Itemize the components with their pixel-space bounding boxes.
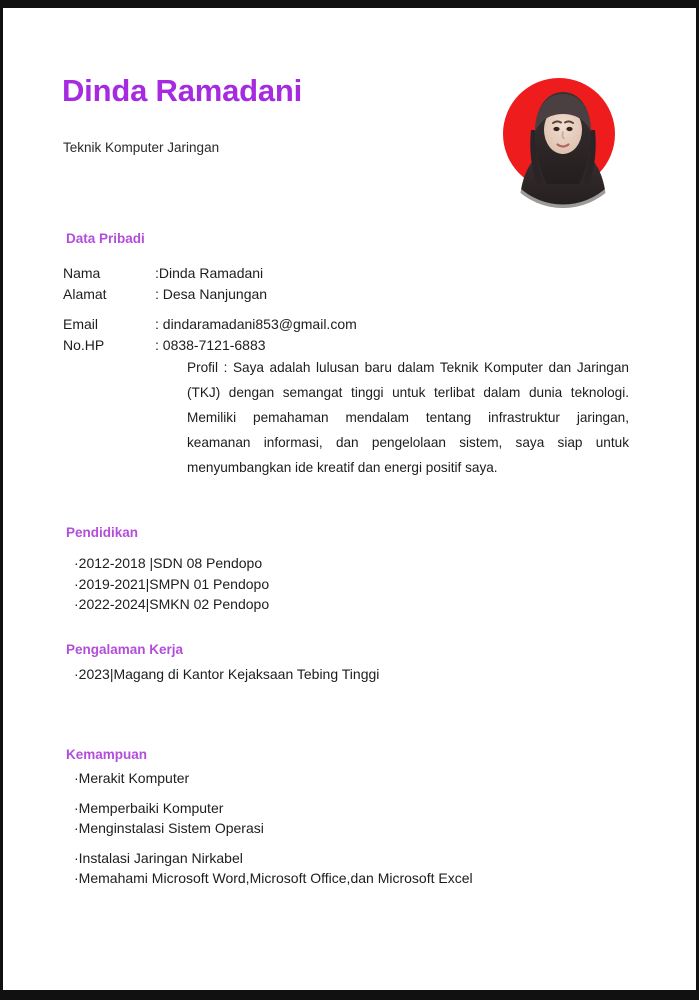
profile-summary-text — [187, 355, 629, 480]
list-item — [74, 594, 269, 615]
skill-item-text: Instalasi Jaringan Nirkabel — [78, 850, 243, 866]
personal-label-email: Email — [63, 316, 99, 332]
personal-label-nama: Nama — [63, 265, 101, 281]
skills-list — [74, 768, 473, 888]
bullet-icon: · — [74, 850, 79, 866]
bullet-icon: · — [74, 870, 79, 886]
list-item — [74, 848, 473, 868]
education-item-text: 2022-2024|SMKN 02 Pendopo — [78, 596, 270, 612]
personal-row-nohp — [63, 337, 266, 353]
personal-row-alamat — [63, 286, 267, 302]
education-item-text: 2012-2018 |SDN 08 Pendopo — [78, 555, 263, 571]
list-item — [74, 798, 473, 818]
list-item — [74, 574, 269, 595]
skill-item-text: Menginstalasi Sistem Operasi — [78, 820, 264, 836]
skill-item-text: Memahami Microsoft Word,Microsoft Office,dan Microsoft Excel — [78, 870, 473, 886]
list-item — [74, 818, 473, 838]
section-heading-personal: Data Pribadi — [66, 231, 145, 246]
cv-page — [3, 8, 696, 990]
personal-value-alamat: : Desa Nanjungan — [155, 286, 268, 302]
profile-summary-body: Profil : Saya adalah lulusan baru dalam Teknik Komputer dan Jaringan (TKJ) dengan semangat tinggi untuk terlibat dalam dunia teknologi. Memiliki pemahaman mendalam tentang infrastruktur jaringan, keamanan informasi, dan pengelolaan sistem, saya siap untuk menyumbangkan ide kreatif dan energi positif saya. — [187, 360, 629, 475]
bullet-icon: · — [74, 800, 79, 816]
personal-row-nama — [63, 265, 263, 281]
personal-value-nohp: : 0838-7121-6883 — [155, 337, 266, 353]
personal-label-nohp: No.HP — [63, 337, 105, 353]
skill-item-text: Merakit Komputer — [78, 770, 190, 786]
section-heading-education: Pendidikan — [66, 525, 139, 540]
page-title: Dinda Ramadani — [62, 73, 303, 108]
bullet-icon: · — [74, 666, 79, 682]
cv-header — [3, 8, 696, 208]
personal-value-email: : dindaramadani853@gmail.com — [155, 316, 357, 332]
skill-item-text: Memperbaiki Komputer — [78, 800, 224, 816]
profile-photo-icon — [495, 72, 631, 208]
bullet-icon: · — [74, 820, 79, 836]
education-item-text: 2019-2021|SMPN 01 Pendopo — [78, 575, 270, 592]
list-item — [74, 553, 269, 574]
experience-list — [74, 664, 379, 685]
experience-item-text: 2023|Magang di Kantor Kejaksaan Tebing Tinggi — [78, 666, 380, 682]
avatar — [495, 72, 631, 208]
section-heading-skills: Kemampuan — [66, 747, 148, 762]
bullet-icon: · — [74, 770, 79, 786]
personal-row-email — [63, 316, 357, 332]
bullet-icon: · — [74, 575, 79, 592]
education-list — [74, 553, 269, 615]
bullet-icon: · — [74, 596, 79, 612]
list-item — [74, 768, 473, 788]
personal-value-nama: :Dinda Ramadani — [155, 265, 264, 281]
list-item — [74, 664, 379, 685]
list-item — [74, 868, 473, 888]
section-heading-experience: Pengalaman Kerja — [66, 642, 184, 657]
job-title: Teknik Komputer Jaringan — [63, 140, 220, 155]
bullet-icon: · — [74, 555, 79, 571]
personal-label-alamat: Alamat — [63, 286, 107, 302]
